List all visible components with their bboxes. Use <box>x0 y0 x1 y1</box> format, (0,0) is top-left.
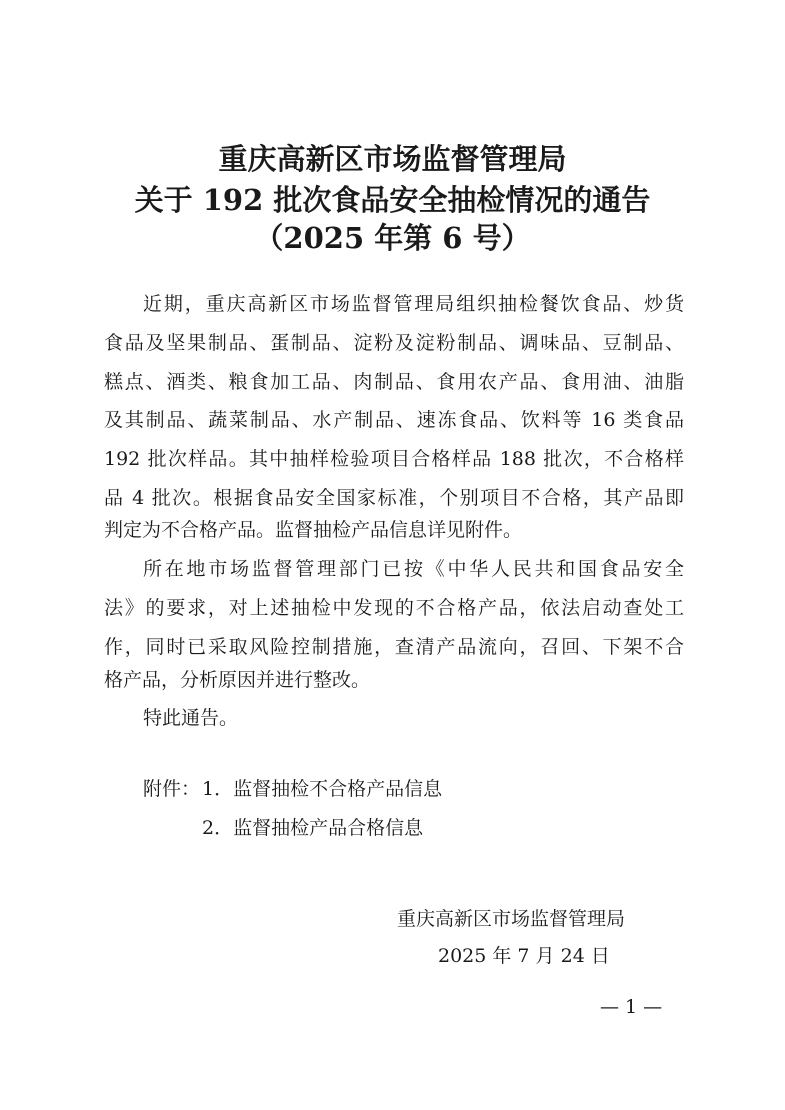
title-line-2: 关于 192 批次食品安全抽检情况的通告 <box>134 183 651 217</box>
signature-date: 2025 年 7 月 24 日 <box>438 945 610 967</box>
paragraph-line: 作，同时已采取风险控制措施，查清产品流向，召回、下架不合 <box>104 636 684 658</box>
attachment-item: 1．监督抽检不合格产品信息 <box>202 778 443 800</box>
paragraph-line: 判定为不合格产品。监督抽检产品信息详见附件。 <box>104 519 523 541</box>
paragraph-line: 食品及坚果制品、蛋制品、淀粉及淀粉制品、调味品、豆制品、 <box>104 332 684 354</box>
signature-org: 重庆高新区市场监督管理局 <box>397 908 626 930</box>
title-line-3: （2025 年第 6 号） <box>254 221 531 255</box>
paragraph-line: 法》的要求，对上述抽检中发现的不合格产品，依法启动查处工 <box>104 597 684 619</box>
paragraph-line: 品 4 批次。根据食品安全国家标准，个别项目不合格，其产品即 <box>104 487 684 509</box>
attachments-label: 附件： <box>143 778 201 800</box>
attachment-item: 2．监督抽检产品合格信息 <box>202 817 424 839</box>
paragraph-3: 特此通告。 <box>143 707 239 729</box>
paragraph-line: 糕点、酒类、粮食加工品、肉制品、食用农产品、食用油、油脂 <box>104 371 684 393</box>
paragraph-line: 近期，重庆高新区市场监督管理局组织抽检餐饮食品、炒货 <box>143 293 684 315</box>
paragraph-line: 格产品，分析原因并进行整改。 <box>104 669 371 691</box>
paragraph-line: 及其制品、蔬菜制品、水产制品、速冻食品、饮料等 16 类食品 <box>104 409 684 431</box>
title-line-1: 重庆高新区市场监督管理局 <box>218 142 567 176</box>
page-number: — 1 — <box>600 996 663 1018</box>
paragraph-line: 所在地市场监督管理部门已按《中华人民共和国食品安全 <box>143 558 684 580</box>
paragraph-line: 192 批次样品。其中抽样检验项目合格样品 188 批次，不合格样 <box>104 448 684 470</box>
